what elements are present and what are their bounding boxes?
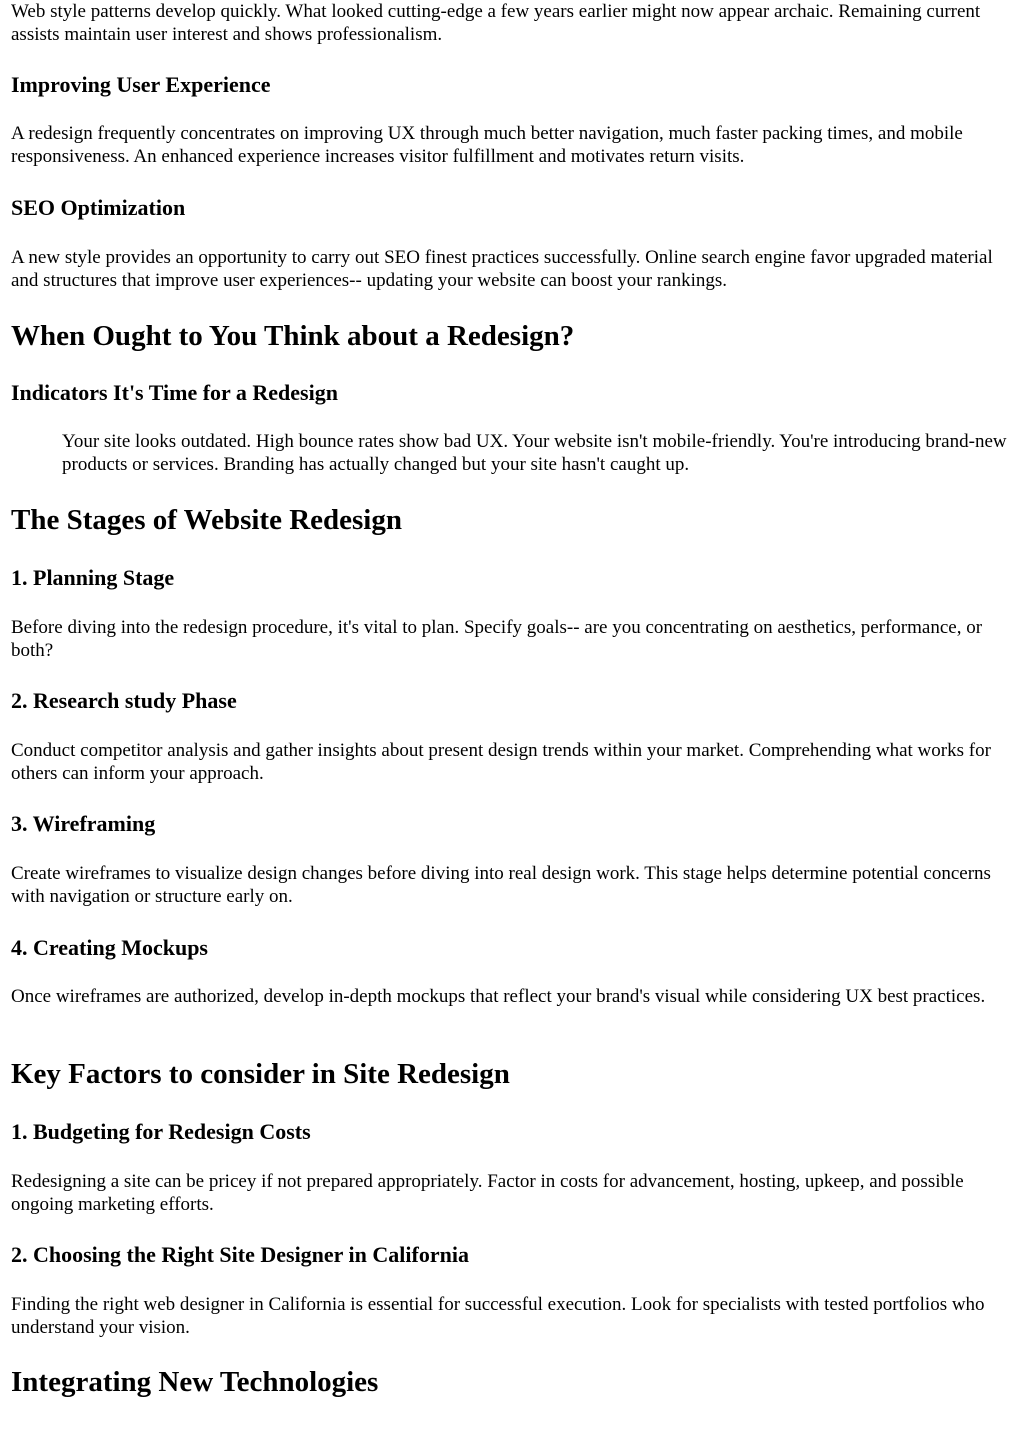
heading-planning-stage: 1. Planning Stage bbox=[11, 565, 175, 590]
heading-wireframing: 3. Wireframing bbox=[11, 811, 156, 836]
heading-key-factors: Key Factors to consider in Site Redesign bbox=[11, 1058, 510, 1090]
heading-seo-optimization: SEO Optimization bbox=[11, 195, 186, 220]
blockquote-indicators: Your site looks outdated. High bounce rates show bad UX. Your website isn't mobile-friendly. You're introducing brand-new products or services. Branding has actually changed but your site hasn't caught up. bbox=[62, 431, 1007, 475]
paragraph-budgeting: Redesigning a site can be pricey if not prepared appropriately. Factor in costs for advancement, hosting, upkeep, and possible ongoing marketing efforts. bbox=[11, 1171, 964, 1215]
paragraph-research-phase: Conduct competitor analysis and gather insights about present design trends within your market. Comprehending what works for others can inform your approach. bbox=[11, 740, 991, 784]
paragraph-design-trends: Web style patterns develop quickly. What looked cutting-edge a few years earlier might now appear archaic. Remaining current assists maintain user interest and shows professionalism. bbox=[11, 1, 981, 45]
paragraph-seo: A new style provides an opportunity to carry out SEO finest practices successfully. Online search engine favor upgraded material and structures that improve user experiences-- updating your website can boost your rankings. bbox=[11, 247, 993, 291]
paragraph-user-experience: A redesign frequently concentrates on improving UX through much better navigation, much faster packing times, and mobile responsiveness. An enhanced experience increases visitor fulfillment and motivates return visits. bbox=[11, 123, 963, 167]
heading-indicators: Indicators It's Time for a Redesign bbox=[11, 380, 338, 405]
heading-when-to-redesign: When Ought to You Think about a Redesign? bbox=[11, 320, 575, 352]
paragraph-planning-stage: Before diving into the redesign procedure, it's vital to plan. Specify goals-- are you concentrating on aesthetics, performance, or both? bbox=[11, 617, 983, 661]
paragraph-wireframing: Create wireframes to visualize design changes before diving into real design work. This stage helps determine potential concerns with navigation or structure early on. bbox=[11, 863, 991, 907]
heading-stages-of-redesign: The Stages of Website Redesign bbox=[11, 504, 402, 536]
heading-improving-user-experience: Improving User Experience bbox=[11, 72, 271, 97]
heading-integrating-technologies: Integrating New Technologies bbox=[11, 1366, 379, 1398]
paragraph-choosing-designer: Finding the right web designer in California is essential for successful execution. Look for specialists with tested portfolios who understand your vision. bbox=[11, 1294, 985, 1338]
heading-choosing-designer: 2. Choosing the Right Site Designer in California bbox=[11, 1242, 469, 1267]
heading-budgeting: 1. Budgeting for Redesign Costs bbox=[11, 1119, 311, 1144]
heading-creating-mockups: 4. Creating Mockups bbox=[11, 935, 208, 960]
heading-research-phase: 2. Research study Phase bbox=[11, 688, 237, 713]
paragraph-creating-mockups: Once wireframes are authorized, develop in-depth mockups that reflect your brand's visual while considering UX best practices. bbox=[11, 986, 986, 1007]
